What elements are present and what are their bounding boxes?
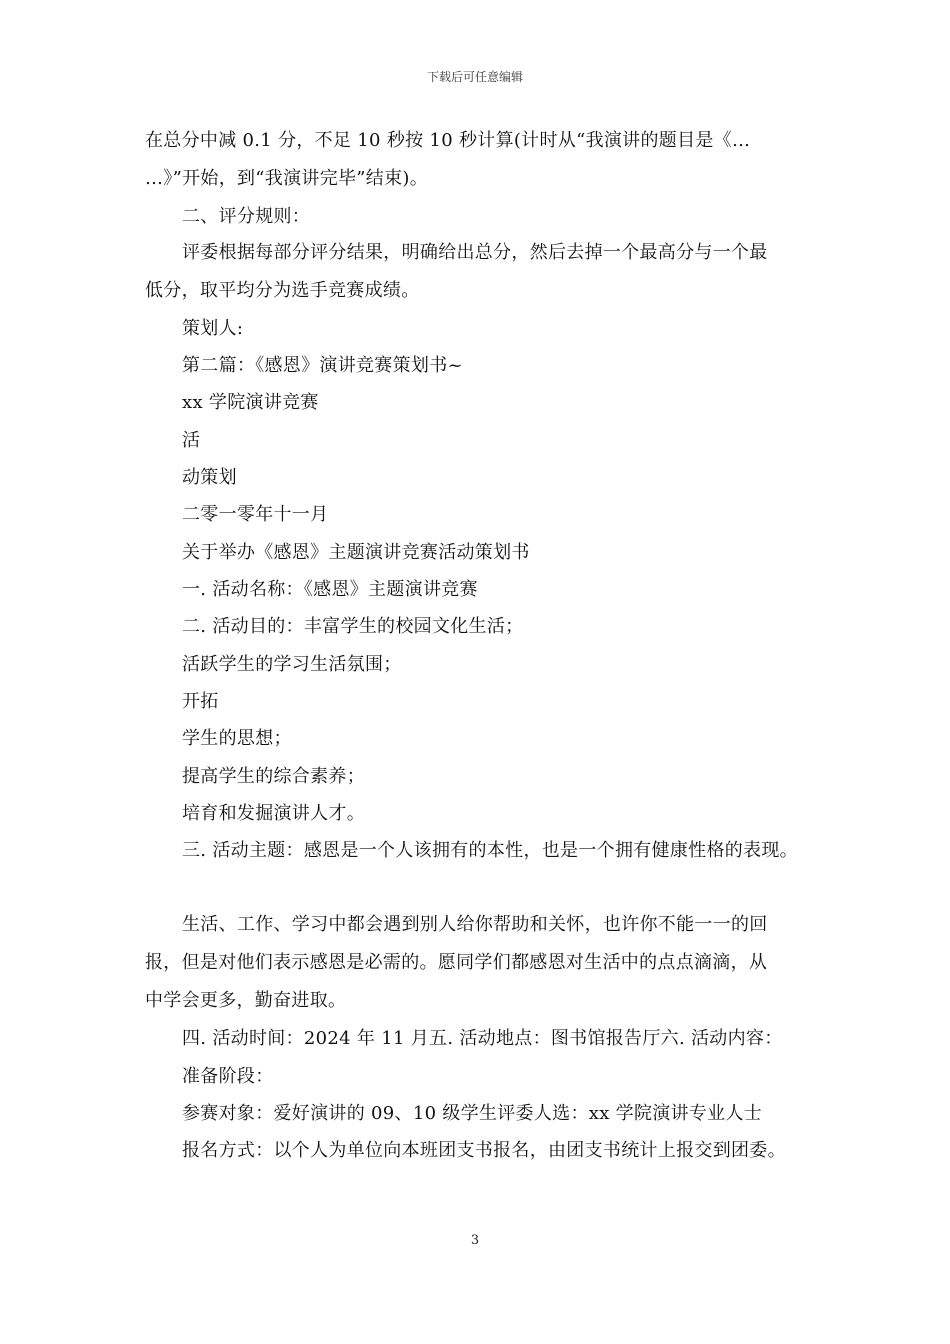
page-header: 下载后可任意编辑	[426, 70, 523, 84]
paragraph-line: 三. 活动主题：感恩是一个人该拥有的本性，也是一个拥有健康性格的表现。	[182, 840, 798, 861]
paragraph-line: 活	[182, 430, 201, 451]
paragraph-line: 开拓	[182, 691, 219, 712]
paragraph-line: 二. 活动目的：丰富学生的校园文化生活；	[182, 616, 524, 637]
paragraph-line: 生活、工作、学习中都会遇到别人给你帮助和关怀，也许你不能一一的回	[182, 914, 768, 935]
paragraph-line: 策划人:	[182, 318, 244, 339]
paragraph-line: 在总分中减 0.1 分，不足 10 秒按 10 秒计算(计时从“我演讲的题目是《…	[145, 130, 751, 151]
page-number: 3	[470, 1233, 480, 1248]
paragraph-line: 二零一零年十一月	[182, 504, 329, 525]
paragraph-line: 报名方式：以个人为单位向本班团支书报名，由团支书统计上报交到团委。	[182, 1140, 786, 1161]
paragraph-line: 提高学生的综合素养；	[182, 766, 365, 787]
paragraph-line: 培育和发掘演讲人才。	[182, 803, 365, 824]
paragraph-line: 准备阶段：	[182, 1066, 274, 1087]
paragraph-line: 学生的思想；	[182, 728, 292, 749]
paragraph-line: 动策划	[182, 467, 237, 488]
paragraph-line: 参赛对象：爱好演讲的 09、10 级学生评委人选：xx 学院演讲专业人士	[182, 1103, 763, 1124]
paragraph-line: 评委根据每部分评分结果，明确给出总分，然后去掉一个最高分与一个最	[182, 242, 768, 263]
paragraph-line: 一. 活动名称：《感恩》主题演讲竞赛	[182, 579, 478, 600]
paragraph-line: 四. 活动时间：2024 年 11 月五. 活动地点：图书馆报告厅六. 活动内容：	[182, 1028, 783, 1049]
paragraph-line: xx 学院演讲竞赛	[182, 392, 319, 413]
paragraph-line: 低分，取平均分为选手竞赛成绩。	[145, 280, 420, 301]
paragraph-line: 活跃学生的学习生活氛围；	[182, 654, 402, 675]
paragraph-line: 中学会更多，勤奋进取。	[145, 990, 347, 1011]
paragraph-line: 报，但是对他们表示感恩是必需的。愿同学们都感恩对生活中的点点滴滴，从	[145, 952, 768, 973]
paragraph-line: …》”开始，到“我演讲完毕”结束)。	[145, 168, 429, 189]
paragraph-line: 关于举办《感恩》主题演讲竞赛活动策划书	[182, 542, 530, 563]
section-heading: 二、评分规则：	[182, 206, 311, 227]
chapter-title: 第二篇：《感恩》演讲竞赛策划书~	[182, 355, 463, 376]
